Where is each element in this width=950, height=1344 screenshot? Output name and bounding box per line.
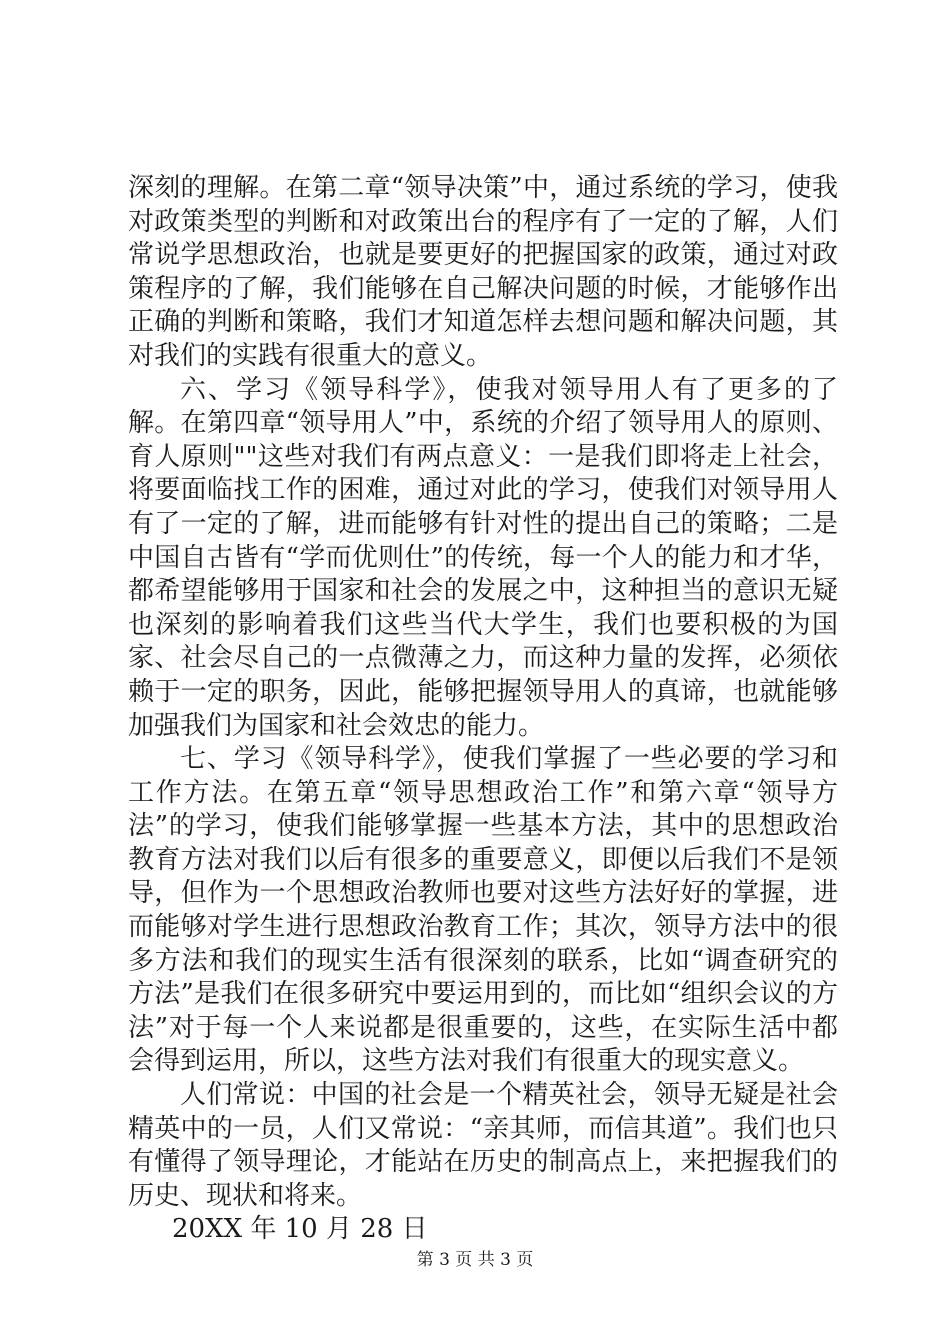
paragraph-1: 深刻的理解。在第二章“领导决策”中，通过系统的学习，使我对政策类型的判断和对政策出台的程序有了一定的了解，人们常说学思想政治，也就是要更好的把握国家的政策，通过对政策程序的了解，我们能够在自己解决问题的时候，才能够作出正确的判断和策略，我们才知道怎样去想问题和解决问题，其对我们的实践有很重大的意义。 bbox=[128, 173, 838, 371]
document-body bbox=[128, 172, 838, 1247]
paragraph-2: 六、学习《领导科学》，使我对领导用人有了更多的了解。在第四章“领导用人”中，系统的介绍了领导用人的原则、育人原则""这些对我们有两点意义：一是我们即将走上社会，将要面临找工作的困难，通过对此的学习，使我们对领导用人有了一定的了解，进而能够有针对性的提出自己的策略；二是中国自古皆有“学而优则仕”的传统，每一个人的能力和才华，都希望能够用于国家和社会的发展之中，这种担当的意识无疑也深刻的影响着我们这些当代大学生，我们也要积极的为国家、社会尽自己的一点微薄之力，而这种力量的发挥，必须依赖于一定的职务，因此，能够把握领导用人的真谛，也就能够加强我们为国家和社会效忠的能力。 bbox=[128, 374, 838, 741]
paragraph-4: 人们常说：中国的社会是一个精英社会，领导无疑是社会精英中的一员，人们又常说：“亲其师，而信其道”。我们也只有懂得了领导理论，才能站在历史的制高点上，来把握我们的历史、现状和将来。 bbox=[128, 1080, 838, 1211]
paragraph-3: 七、学习《领导科学》，使我们掌握了一些必要的学习和工作方法。在第五章“领导思想政治工作”和第六章“领导方法”的学习，使我们能够掌握一些基本方法，其中的思想政治教育方法对我们以后有很多的重要意义，即便以后我们不是领导，但作为一个思想政治教师也要对这些方法好好的掌握，进而能够对学生进行思想政治教育工作；其次，领导方法中的很多方法和我们的现实生活有很深刻的联系，比如“调查研究的方法”是我们在很多研究中要运用到的，而比如“组织会议的方法”对于每一个人来说都是很重要的，这些，在实际生活中都会得到运用，所以，这些方法对我们有很重大的现实意义。 bbox=[128, 744, 838, 1077]
document-date: 20XX 年 10 月 28 日 bbox=[172, 1214, 428, 1245]
page-footer: 第 3 页 共 3 页 bbox=[416, 1250, 534, 1270]
